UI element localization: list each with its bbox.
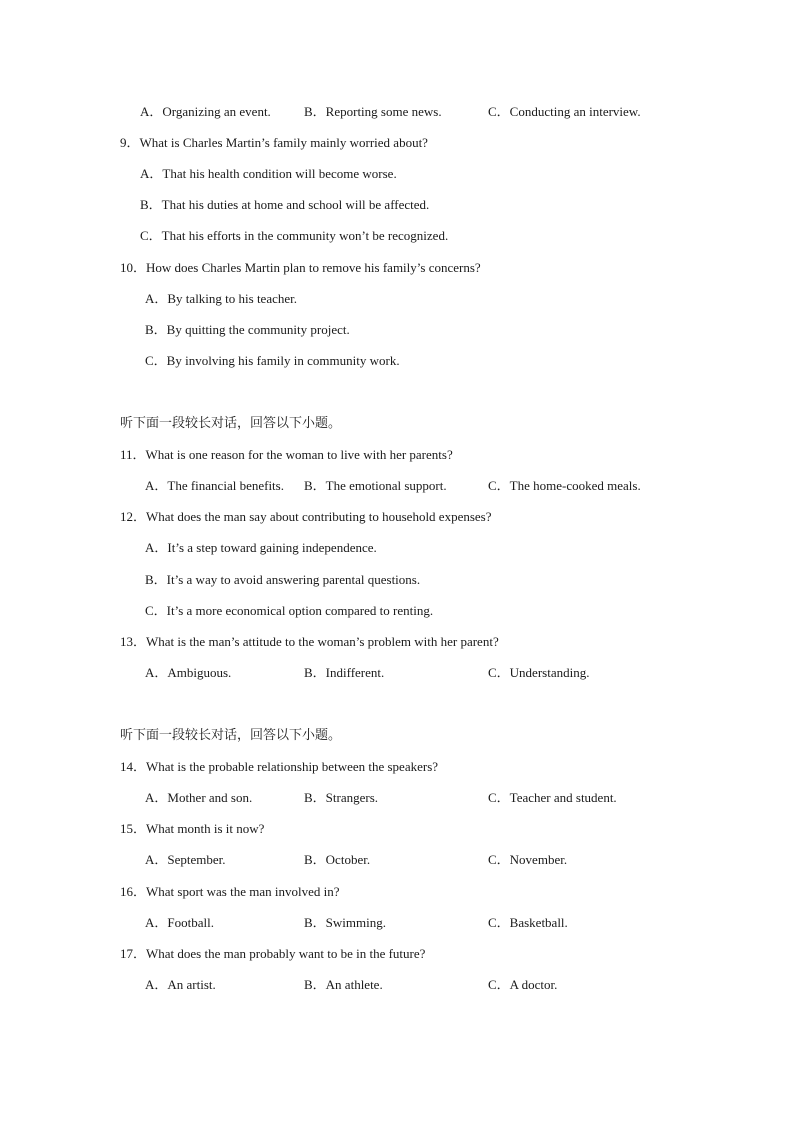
q12-option-a: A．It’s a step toward gaining independence. [145,540,377,555]
q13-option-c: C．Understanding. [488,665,590,680]
q16-option-b: B．Swimming. [304,915,386,930]
q17-options [0,977,794,993]
section-instruction-2: 听下面一段较长对话，回答以下小题。 [120,728,342,743]
q15-option-a: A．September. [145,852,226,867]
q9-option-c: C．That his efforts in the community won’t be recognized. [140,228,449,243]
q10-option-b: B．By quitting the community project. [145,322,350,337]
q17-option-b: B．An athlete. [304,977,383,992]
section-instruction-1: 听下面一段较长对话，回答以下小题。 [120,416,342,431]
q16-stem: 16．What sport was the man involved in? [120,884,340,899]
q11-option-c: C．The home-cooked meals. [488,478,641,493]
q15-option-c: C．November. [488,852,568,867]
q17-option-c: C．A doctor. [488,977,558,992]
q11-option-b: B．The emotional support. [304,478,447,493]
q11-option-a: A．The financial benefits. [145,478,284,493]
q14-options [0,790,794,806]
q14-stem: 14．What is the probable relationship between the speakers? [120,759,439,774]
q15-options [0,852,794,868]
q9-option-b: B．That his duties at home and school will be affected. [140,197,430,212]
q13-options [0,665,794,681]
q8-option-a: A．Organizing an event. [140,104,271,119]
q14-option-c: C．Teacher and student. [488,790,617,805]
q9-option-a: A．That his health condition will become worse. [140,166,397,181]
q13-option-a: A．Ambiguous. [145,665,232,680]
q17-option-a: A．An artist. [145,977,216,992]
q14-option-b: B．Strangers. [304,790,379,805]
q13-stem: 13．What is the man’s attitude to the woman’s problem with her parent? [120,634,499,649]
q12-stem: 12．What does the man say about contributing to household expenses? [120,509,492,524]
q16-options [0,915,794,931]
q16-option-a: A．Football. [145,915,214,930]
q15-option-b: B．October. [304,852,371,867]
q10-option-c: C．By involving his family in community work. [145,353,400,368]
q8-option-c: C．Conducting an interview. [488,104,641,119]
q9-stem: 9．What is Charles Martin’s family mainly worried about? [120,135,428,150]
q8-options [0,104,794,120]
q11-stem: 11．What is one reason for the woman to live with her parents? [120,447,453,462]
q14-option-a: A．Mother and son. [145,790,253,805]
q16-option-c: C．Basketball. [488,915,568,930]
q10-option-a: A．By talking to his teacher. [145,291,298,306]
q11-options [0,478,794,494]
q8-option-b: B．Reporting some news. [304,104,442,119]
q10-stem: 10．How does Charles Martin plan to remove his family’s concerns? [120,260,481,275]
q12-option-b: B．It’s a way to avoid answering parental questions. [145,572,421,587]
q17-stem: 17．What does the man probably want to be in the future? [120,946,426,961]
q13-option-b: B．Indifferent. [304,665,385,680]
q15-stem: 15．What month is it now? [120,821,265,836]
q12-option-c: C．It’s a more economical option compared to renting. [145,603,434,618]
